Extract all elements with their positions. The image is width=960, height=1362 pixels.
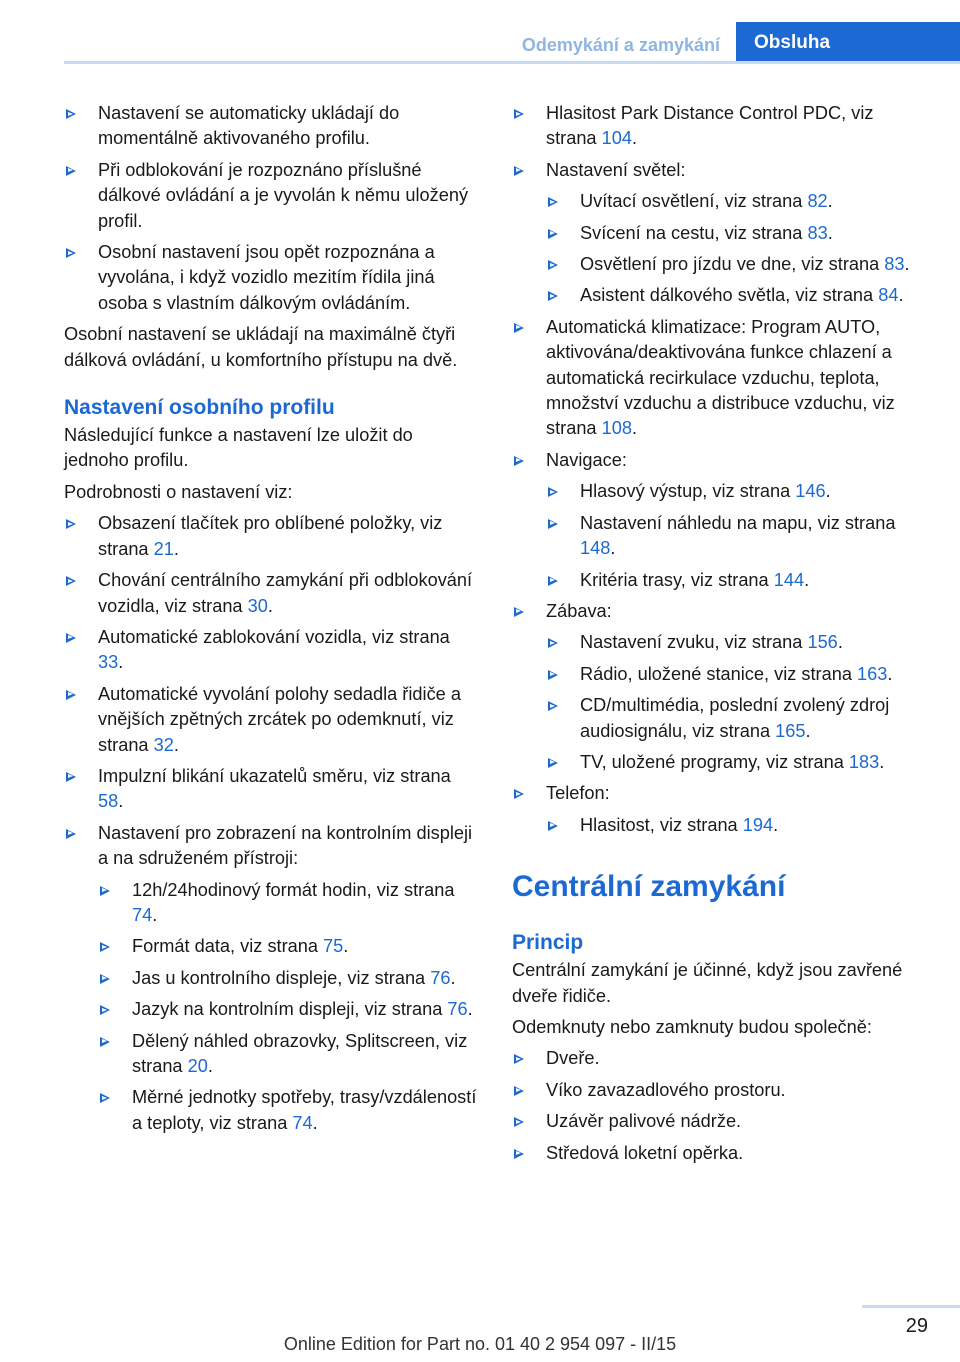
entertainment-sublist — [546, 630, 928, 775]
list-item: Impulzní blikání ukazatelů směru, viz strana 58. — [64, 764, 480, 815]
page-link[interactable]: 146 — [795, 481, 826, 502]
list-item: Formát data, viz strana 75. — [98, 934, 480, 959]
triangle-bullet-icon — [548, 670, 558, 680]
display-settings-sublist — [98, 878, 480, 1137]
triangle-bullet-icon — [66, 248, 76, 258]
page-link[interactable]: 58 — [98, 791, 119, 812]
page-link[interactable]: 76 — [430, 967, 451, 988]
paragraph: Odemknuty nebo zamknuty budou společně: — [512, 1016, 872, 1037]
page-link[interactable]: 148 — [580, 538, 611, 559]
list-item: Měrné jednotky spotřeby, trasy/vzdáleností a teploty, viz strana 74. — [98, 1085, 480, 1136]
list-item: Rádio, uložené stanice, viz strana 163. — [546, 662, 928, 687]
list-item: Svícení na cestu, viz strana 83. — [546, 221, 928, 246]
edition-line: Online Edition for Part no. 01 40 2 954 097 - II/15 — [283, 1334, 677, 1354]
list-item: Asistent dálkového světla, viz strana 84. — [546, 283, 928, 308]
page-link[interactable]: 183 — [848, 751, 880, 772]
phone-sublist — [546, 813, 928, 838]
triangle-bullet-icon — [548, 197, 558, 207]
triangle-bullet-icon — [548, 260, 558, 270]
list-item: TV, uložené programy, viz strana 183. — [546, 750, 928, 775]
list-item: Nastavení zvuku, viz strana 156. — [546, 630, 928, 655]
page-link[interactable]: 30 — [247, 595, 268, 616]
triangle-bullet-icon — [514, 323, 524, 333]
list-item: Uzávěr palivové nádrže. — [512, 1109, 928, 1134]
triangle-bullet-icon — [548, 229, 558, 239]
settings-list-continued — [512, 101, 928, 838]
page-link[interactable]: 156 — [807, 632, 838, 653]
page-link[interactable]: 104 — [601, 128, 632, 149]
triangle-bullet-icon — [514, 109, 524, 119]
navigation-sublist — [546, 479, 928, 593]
section-heading: Princip — [512, 931, 584, 955]
list-item: Nastavení pro zobrazení na kontrolním displeji a na sdruženém přístroji: 12h/24hodinový formát hodin, viz strana 74. Formát data, viz strana 75. Jas u kontrolního displeje, viz strana 76. Jazyk na kontrolním displeji, viz strana 76. Dělený náhled obrazovky, Splitscreen, viz strana 20. Měrné jednotky spotřeby, trasy/vzdáleností a teploty, viz strana 74. — [64, 821, 480, 1136]
triangle-bullet-icon — [66, 633, 76, 643]
list-item: Automatická klimatizace: Program AUTO, aktivována/deaktivována funkce chlazení a automatická recirkulace vzduchu, teplota, množství vzduchu a distribuce vzduchu, viz strana 108. — [512, 315, 928, 442]
triangle-bullet-icon — [514, 456, 524, 466]
chapter-heading: Centrální zamykání — [512, 870, 786, 904]
triangle-bullet-icon — [100, 974, 110, 984]
page-link[interactable]: 74 — [292, 1112, 313, 1133]
triangle-bullet-icon — [66, 109, 76, 119]
triangle-bullet-icon — [548, 758, 558, 768]
triangle-bullet-icon — [548, 576, 558, 586]
triangle-bullet-icon — [548, 487, 558, 497]
page-link[interactable]: 82 — [807, 191, 828, 212]
triangle-bullet-icon — [66, 166, 76, 176]
paragraph: Centrální zamykání je účinné, když jsou zavřené dveře řidiče. — [512, 960, 903, 1006]
page-link[interactable]: 21 — [153, 538, 174, 559]
triangle-bullet-icon — [66, 772, 76, 782]
triangle-bullet-icon — [66, 519, 76, 529]
list-item: Při odblokování je rozpoznáno příslušné dálkové ovládání a je vyvolán k němu uložený profil. — [64, 158, 480, 234]
page-link[interactable]: 163 — [857, 663, 888, 684]
list-item: Osvětlení pro jízdu ve dne, viz strana 83. — [546, 252, 928, 277]
list-item: Nastavení světel: Uvítací osvětlení, viz strana 82. Svícení na cestu, viz strana 83. Osvětlení pro jízdu ve dne, viz strana 83. Asistent dálkového světla, viz strana 84. — [512, 158, 928, 309]
page-link[interactable]: 76 — [447, 999, 468, 1020]
paragraph: Podrobnosti o nastavení viz: — [64, 481, 293, 502]
triangle-bullet-icon — [66, 829, 76, 839]
triangle-bullet-icon — [100, 1093, 110, 1103]
page-link[interactable]: 33 — [98, 652, 119, 673]
locked-parts-list — [512, 1046, 928, 1166]
list-item: Víko zavazadlového prostoru. — [512, 1078, 928, 1103]
page-link[interactable]: 108 — [601, 418, 632, 439]
list-item: Hlasitost Park Distance Control PDC, viz strana 104. — [512, 101, 928, 152]
page-number: 29 — [905, 1315, 928, 1337]
triangle-bullet-icon — [100, 1037, 110, 1047]
list-item: Kritéria trasy, viz strana 144. — [546, 568, 928, 593]
page-link[interactable]: 32 — [153, 734, 174, 755]
list-item: Středová loketní opěrka. — [512, 1141, 928, 1166]
paragraph: Osobní nastavení se ukládají na maximálně čtyři dálková ovládání, u komfortního přístupu na dvě. — [64, 324, 458, 370]
settings-list — [64, 511, 480, 1136]
list-item: Nastavení náhledu na mapu, viz strana 148. — [546, 511, 928, 562]
header-rule — [64, 61, 960, 64]
triangle-bullet-icon — [514, 789, 524, 799]
paragraph: Následující funkce a nastavení lze uložit do jednoho profilu. — [64, 425, 413, 471]
page-link[interactable]: 75 — [323, 936, 344, 957]
header-chapter-tab: Obsluha — [736, 22, 960, 62]
page-link[interactable]: 84 — [878, 285, 899, 306]
list-item: 12h/24hodinový formát hodin, viz strana 74. — [98, 878, 480, 929]
page-link[interactable]: 83 — [807, 222, 828, 243]
triangle-bullet-icon — [514, 166, 524, 176]
triangle-bullet-icon — [100, 942, 110, 952]
list-item: Chování centrálního zamykání při odblokování vozidla, viz strana 30. — [64, 568, 480, 619]
page-link[interactable]: 83 — [884, 254, 905, 275]
list-item: Automatické zablokování vozidla, viz strana 33. — [64, 625, 480, 676]
triangle-bullet-icon — [514, 1086, 524, 1096]
triangle-bullet-icon — [514, 1149, 524, 1159]
triangle-bullet-icon — [514, 1054, 524, 1064]
page-link[interactable]: 144 — [773, 569, 805, 590]
footer-rule — [862, 1305, 960, 1308]
page-link[interactable]: 74 — [132, 904, 153, 925]
list-item: Navigace: Hlasový výstup, viz strana 146. Nastavení náhledu na mapu, viz strana 148. Kritéria trasy, viz strana 144. — [512, 448, 928, 593]
triangle-bullet-icon — [548, 638, 558, 648]
triangle-bullet-icon — [514, 607, 524, 617]
triangle-bullet-icon — [548, 701, 558, 711]
list-item: Jas u kontrolního displeje, viz strana 76. — [98, 966, 480, 991]
right-column — [512, 101, 928, 1172]
triangle-bullet-icon — [100, 886, 110, 896]
list-item: Hlasitost, viz strana 194. — [546, 813, 928, 838]
section-heading: Nastavení osobního profilu — [64, 396, 335, 420]
list-item: Osobní nastavení jsou opět rozpoznána a vyvolána, i když vozidlo mezitím řídila jiná osoba s vlastním dálkovým ovládáním. — [64, 240, 480, 316]
list-item: Zábava: Nastavení zvuku, viz strana 156. Rádio, uložené stanice, viz strana 163. CD/multimédia, poslední zvolený zdroj audiosignálu, viz strana 165. TV, uložené programy, viz strana 183. — [512, 599, 928, 775]
list-item: Dveře. — [512, 1046, 928, 1071]
triangle-bullet-icon — [66, 690, 76, 700]
triangle-bullet-icon — [514, 1117, 524, 1127]
triangle-bullet-icon — [548, 519, 558, 529]
page-link[interactable]: 165 — [775, 720, 806, 741]
triangle-bullet-icon — [548, 291, 558, 301]
list-item: Automatické vyvolání polohy sedadla řidiče a vnějších zpětných zrcátek po odemknutí, viz strana 32. — [64, 682, 480, 758]
triangle-bullet-icon — [66, 576, 76, 586]
list-item: Nastavení se automaticky ukládají do momentálně aktivovaného profilu. — [64, 101, 480, 152]
page-link[interactable]: 20 — [187, 1056, 208, 1076]
list-item: Dělený náhled obrazovky, Splitscreen, viz strana 20. — [98, 1029, 480, 1080]
triangle-bullet-icon — [100, 1005, 110, 1015]
list-item: CD/multimédia, poslední zvolený zdroj audiosignálu, viz strana 165. — [546, 693, 928, 744]
lights-sublist — [546, 189, 928, 309]
left-column — [64, 101, 480, 1142]
page-link[interactable]: 194 — [742, 814, 774, 835]
list-item: Obsazení tlačítek pro oblíbené položky, viz strana 21. — [64, 511, 480, 562]
list-item: Hlasový výstup, viz strana 146. — [546, 479, 928, 504]
profile-behaviour-list — [64, 101, 480, 316]
header-section-title: Odemykání a zamykání — [521, 35, 720, 55]
list-item: Uvítací osvětlení, viz strana 82. — [546, 189, 928, 214]
triangle-bullet-icon — [548, 821, 558, 831]
list-item: Telefon: Hlasitost, viz strana 194. — [512, 781, 928, 838]
list-item: Jazyk na kontrolním displeji, viz strana 76. — [98, 997, 480, 1022]
